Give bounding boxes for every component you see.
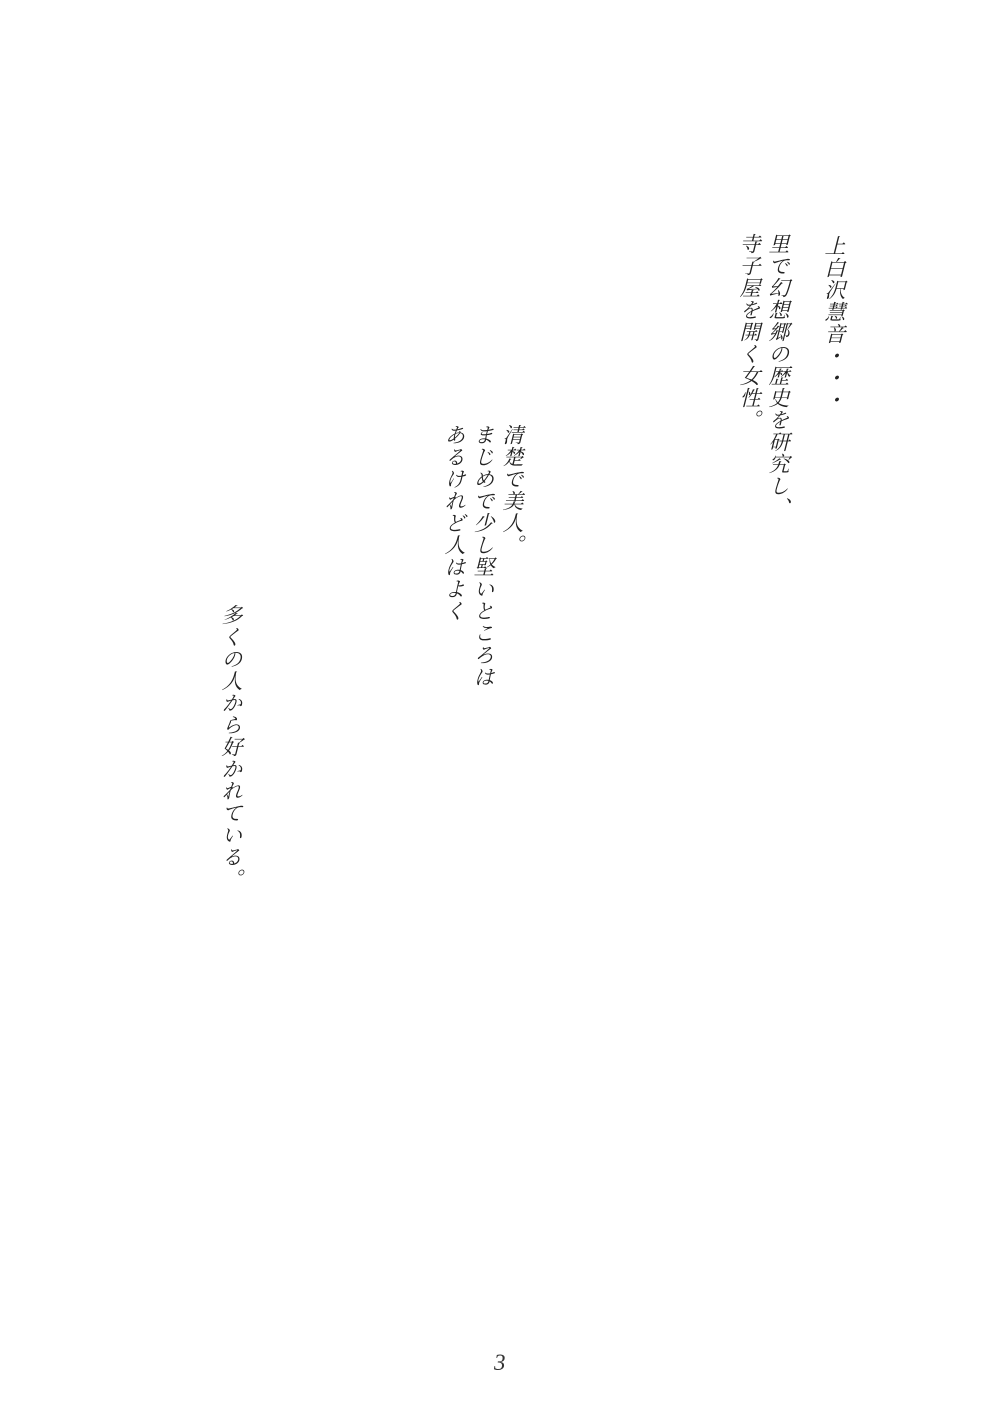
character-name-text: 上白沢慧音・・・ xyxy=(822,235,846,411)
character-description-line-1: 清楚で美人。 xyxy=(500,424,524,556)
closing-text: 多くの人から好かれている。 xyxy=(219,604,243,890)
character-intro-block xyxy=(734,233,792,519)
character-description-line-3: あるけれど人はよく xyxy=(442,424,466,622)
character-description-line-2: まじめで少し堅いところは xyxy=(471,424,495,688)
character-intro-line-1: 里で幻想郷の歴史を研究し、 xyxy=(766,233,790,519)
character-description-block xyxy=(439,424,526,688)
character-intro-line-2: 寺子屋を開く女性。 xyxy=(737,233,761,431)
page-number: 3 xyxy=(494,1350,506,1375)
